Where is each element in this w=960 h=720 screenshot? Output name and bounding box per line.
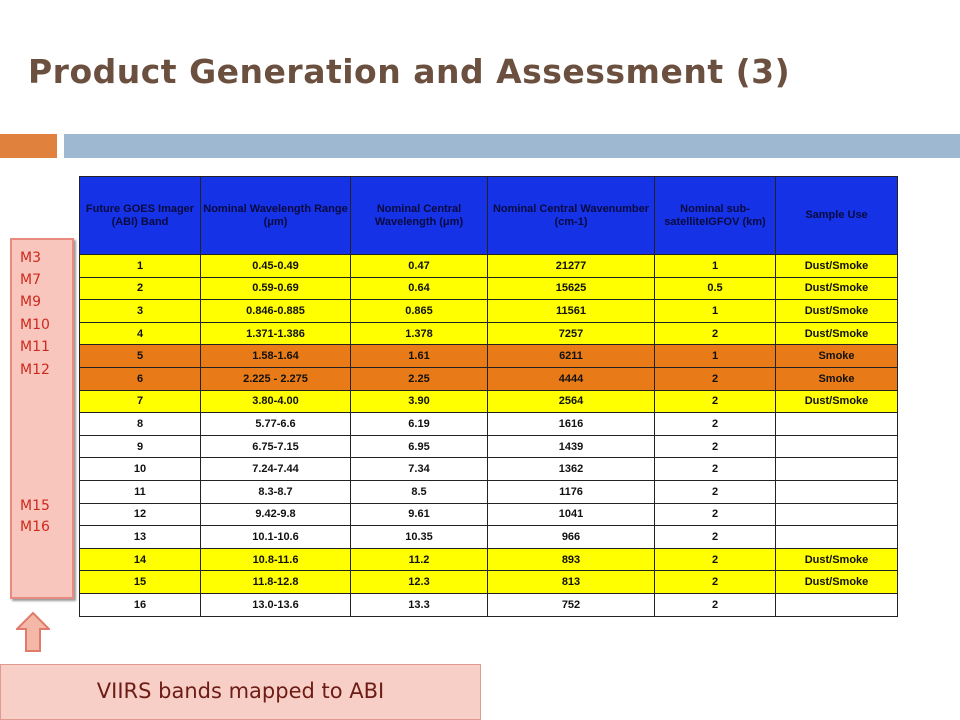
cell-sample-use (776, 458, 898, 481)
cell-sample-use: Dust/Smoke (776, 255, 898, 278)
cell-range: 1.371-1.386 (201, 322, 351, 345)
cell-igfov: 2 (655, 571, 776, 594)
table-row (80, 255, 898, 278)
cell-wavenumber: 752 (488, 593, 655, 616)
cell-igfov: 1 (655, 300, 776, 323)
cell-band: 10 (80, 458, 201, 481)
page-title: Product Generation and Assessment (3) (28, 52, 791, 91)
cell-range: 13.0-13.6 (201, 593, 351, 616)
cell-central-wavelength: 7.34 (351, 458, 488, 481)
cell-igfov: 2 (655, 548, 776, 571)
viirs-band-list (10, 238, 74, 599)
cell-band: 6 (80, 367, 201, 390)
viirs-band: M16 (20, 519, 50, 535)
caption-box (0, 664, 481, 720)
cell-sample-use: Dust/Smoke (776, 390, 898, 413)
cell-igfov: 2 (655, 367, 776, 390)
table-row (80, 413, 898, 436)
cell-range: 0.59-0.69 (201, 277, 351, 300)
cell-sample-use (776, 435, 898, 458)
header-band: Future GOES Imager (ABI) Band (80, 177, 201, 255)
table-header-row (80, 177, 898, 255)
viirs-band: M11 (20, 339, 50, 355)
header-wavenumber: Nominal Central Wavenumber (cm-1) (488, 177, 655, 255)
accent-bar-orange (0, 134, 57, 158)
cell-central-wavelength: 10.35 (351, 526, 488, 549)
cell-wavenumber: 1176 (488, 480, 655, 503)
cell-range: 0.45-0.49 (201, 255, 351, 278)
cell-band: 3 (80, 300, 201, 323)
cell-sample-use: Dust/Smoke (776, 548, 898, 571)
table-row (80, 503, 898, 526)
cell-band: 2 (80, 277, 201, 300)
cell-band: 5 (80, 345, 201, 368)
cell-range: 1.58-1.64 (201, 345, 351, 368)
viirs-band: M9 (20, 294, 41, 310)
cell-wavenumber: 1041 (488, 503, 655, 526)
cell-sample-use (776, 503, 898, 526)
cell-band: 4 (80, 322, 201, 345)
table-row (80, 367, 898, 390)
cell-wavenumber: 7257 (488, 322, 655, 345)
cell-wavenumber: 966 (488, 526, 655, 549)
abi-band-table (79, 176, 898, 617)
cell-wavenumber: 1362 (488, 458, 655, 481)
cell-igfov: 2 (655, 480, 776, 503)
accent-bar-blue (64, 134, 960, 158)
cell-wavenumber: 1616 (488, 413, 655, 436)
cell-sample-use: Dust/Smoke (776, 571, 898, 594)
cell-band: 15 (80, 571, 201, 594)
cell-sample-use (776, 480, 898, 503)
cell-sample-use (776, 593, 898, 616)
header-sample-use: Sample Use (776, 177, 898, 255)
cell-wavenumber: 11561 (488, 300, 655, 323)
table-row (80, 571, 898, 594)
cell-band: 16 (80, 593, 201, 616)
cell-range: 5.77-6.6 (201, 413, 351, 436)
cell-wavenumber: 6211 (488, 345, 655, 368)
cell-band: 12 (80, 503, 201, 526)
header-range: Nominal Wavelength Range (μm) (201, 177, 351, 255)
cell-central-wavelength: 12.3 (351, 571, 488, 594)
cell-igfov: 2 (655, 390, 776, 413)
cell-central-wavelength: 8.5 (351, 480, 488, 503)
viirs-band: M15 (20, 498, 50, 514)
cell-band: 14 (80, 548, 201, 571)
cell-range: 8.3-8.7 (201, 480, 351, 503)
cell-central-wavelength: 1.378 (351, 322, 488, 345)
cell-central-wavelength: 6.95 (351, 435, 488, 458)
cell-sample-use (776, 526, 898, 549)
cell-sample-use: Smoke (776, 367, 898, 390)
table-row (80, 435, 898, 458)
viirs-band: M12 (20, 362, 50, 378)
cell-igfov: 1 (655, 345, 776, 368)
cell-wavenumber: 2564 (488, 390, 655, 413)
cell-central-wavelength: 11.2 (351, 548, 488, 571)
viirs-band: M10 (20, 317, 50, 333)
viirs-band: M7 (20, 272, 41, 288)
cell-band: 7 (80, 390, 201, 413)
cell-range: 9.42-9.8 (201, 503, 351, 526)
cell-igfov: 2 (655, 458, 776, 481)
cell-range: 7.24-7.44 (201, 458, 351, 481)
cell-sample-use (776, 413, 898, 436)
table-row (80, 526, 898, 549)
table-row (80, 322, 898, 345)
cell-wavenumber: 813 (488, 571, 655, 594)
cell-range: 10.8-11.6 (201, 548, 351, 571)
cell-range: 3.80-4.00 (201, 390, 351, 413)
cell-band: 9 (80, 435, 201, 458)
table-row (80, 458, 898, 481)
cell-central-wavelength: 1.61 (351, 345, 488, 368)
table-row (80, 593, 898, 616)
cell-sample-use: Dust/Smoke (776, 322, 898, 345)
cell-band: 11 (80, 480, 201, 503)
cell-range: 6.75-7.15 (201, 435, 351, 458)
cell-igfov: 2 (655, 526, 776, 549)
header-igfov: Nominal sub-satelliteIGFOV (km) (655, 177, 776, 255)
cell-band: 13 (80, 526, 201, 549)
table-row (80, 480, 898, 503)
viirs-band: M3 (20, 250, 41, 266)
cell-sample-use: Smoke (776, 345, 898, 368)
cell-igfov: 2 (655, 413, 776, 436)
table-row (80, 345, 898, 368)
table-row (80, 390, 898, 413)
cell-central-wavelength: 6.19 (351, 413, 488, 436)
cell-range: 0.846-0.885 (201, 300, 351, 323)
cell-central-wavelength: 0.865 (351, 300, 488, 323)
table-row (80, 300, 898, 323)
table-row (80, 277, 898, 300)
cell-sample-use: Dust/Smoke (776, 277, 898, 300)
table-row (80, 548, 898, 571)
cell-central-wavelength: 13.3 (351, 593, 488, 616)
cell-wavenumber: 4444 (488, 367, 655, 390)
cell-range: 10.1-10.6 (201, 526, 351, 549)
cell-wavenumber: 21277 (488, 255, 655, 278)
cell-central-wavelength: 0.47 (351, 255, 488, 278)
cell-wavenumber: 1439 (488, 435, 655, 458)
cell-igfov: 2 (655, 322, 776, 345)
cell-igfov: 1 (655, 255, 776, 278)
cell-igfov: 2 (655, 593, 776, 616)
cell-central-wavelength: 3.90 (351, 390, 488, 413)
cell-central-wavelength: 0.64 (351, 277, 488, 300)
cell-wavenumber: 15625 (488, 277, 655, 300)
caption-text: VIIRS bands mapped to ABI (96, 679, 385, 703)
cell-wavenumber: 893 (488, 548, 655, 571)
cell-range: 11.8-12.8 (201, 571, 351, 594)
cell-igfov: 2 (655, 503, 776, 526)
header-central-wavelength: Nominal Central Wavelength (μm) (351, 177, 488, 255)
cell-sample-use: Dust/Smoke (776, 300, 898, 323)
cell-igfov: 0.5 (655, 277, 776, 300)
cell-band: 1 (80, 255, 201, 278)
cell-range: 2.225 - 2.275 (201, 367, 351, 390)
cell-central-wavelength: 9.61 (351, 503, 488, 526)
cell-central-wavelength: 2.25 (351, 367, 488, 390)
up-arrow-icon (16, 612, 50, 652)
cell-band: 8 (80, 413, 201, 436)
cell-igfov: 2 (655, 435, 776, 458)
